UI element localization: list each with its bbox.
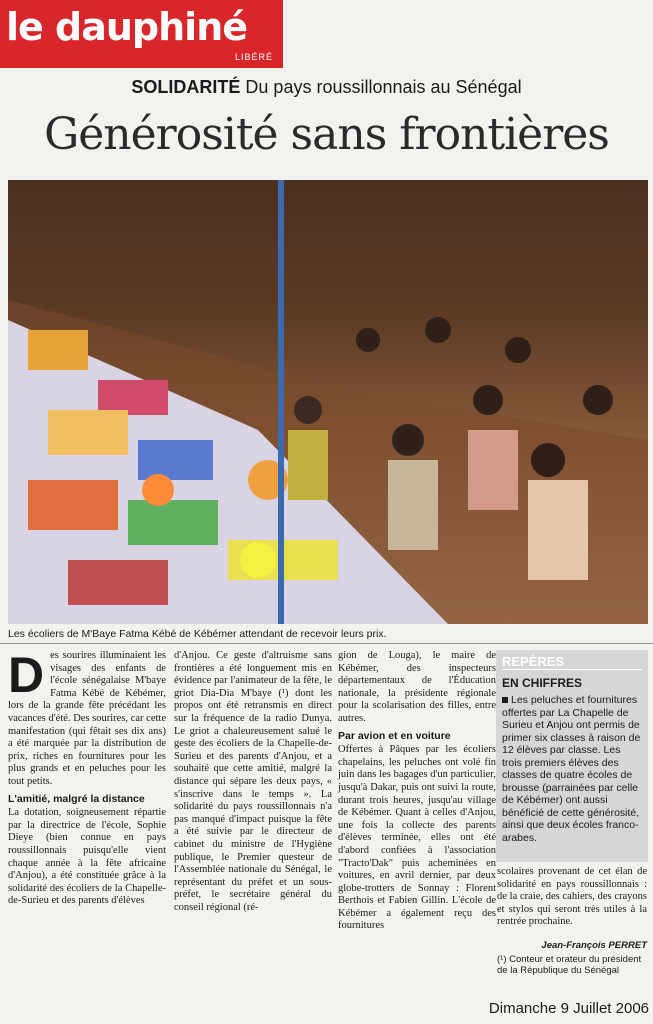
reperes-title: EN CHIFFRES (502, 676, 583, 690)
column-4 (497, 866, 647, 929)
kicker-subtitle: Du pays roussillonnais au Sénégal (245, 77, 522, 97)
subhead-2: Par avion et en voiture (338, 729, 451, 742)
masthead-tag: LIBÉRÉ (234, 52, 273, 62)
reperes-text: Les peluches et fournitures offertes par La Chapelle de Surieu et Anjou ont permis de primer six classes à raison de 12 élèves par classe. Les trois premiers élèves des classes de quatre écoles de brousse (parrainées par celle de Kébémer) ont aussi bénéficié de cette générosité, ainsi que deux écoles franco-arabes. (502, 694, 641, 844)
bullet-square-icon (502, 697, 508, 703)
divider (0, 643, 653, 644)
drop-cap: D (8, 647, 45, 703)
reperes-body (502, 694, 642, 844)
section-label: SOLIDARITÉ (131, 77, 241, 97)
column-1 (8, 647, 166, 908)
masthead-name: le dauphiné (6, 5, 248, 49)
byline: Jean-François PERRET (541, 940, 647, 951)
edition-date: Dimanche 9 Juillet 2006 (488, 1000, 649, 1017)
footnote: (¹) Conteur et orateur du président de la République du Sénégal (497, 954, 642, 976)
masthead-logo (0, 0, 283, 68)
headline: Générosité sans frontières (44, 109, 609, 160)
paragraph-4: gion de Louga), le maire de Kébémer, des inspecteurs départementaux de l'Éducation nationale, la présidente régionale pour la scolarisation des filles, entre autres. (338, 650, 496, 724)
column-2 (174, 650, 332, 914)
article-photo (8, 180, 648, 624)
subhead-1: L'amitié, malgré la distance (8, 792, 145, 805)
column-3 (338, 650, 496, 933)
paragraph-3: d'Anjou. Ce geste d'altruisme sans frontières a été longuement mis en évidence par l'animateur de la fête, le griot Dia-Dia M'baye (¹) dont les propos ont été retransmis en direct sur la fréquence de la radio Dunya. Le griot a chaleureusement salué le geste des écoliers de la Chapelle-de-Surieu et des parents d'Anjou, et a souhaité que cette amitié, malgré la distance qui sépare les deux pays, « s'inscrive dans le temps ». La solidarité du pays roussillonnais n'a pas manqué d'impact puisque la fête a été suivie par le directeur de cabinet du ministre de l'Hygiène publique, le Premier questeur de l'Assemblée nationale du Sénégal, le représentant du préfet et un sous-préfet, le secrétaire général du conseil régional (ré- (174, 650, 332, 913)
paragraph-1: es sourires illuminaient les visages des enfants de l'école sénégalaise M'baye Fatma Kébé de Kébémer, lors de la grande fête précédant les vacances d'été. Des sourires, car cette manifestation (qui fêtait ses dix ans) a été marquée par la distribution de prix, riches en fournitures pour les plus grands et en peluches pour les tout petits. (8, 650, 166, 787)
kicker (0, 76, 653, 98)
reperes-label: REPÈRES (502, 654, 642, 670)
paragraph-6: scolaires provenant de cet élan de solidarité en pays roussillonnais : de la craie, des cahiers, des crayons et stylos qui seront très utiles à la rentrée prochaine. (497, 866, 647, 928)
reperes-box (496, 650, 648, 862)
paragraph-2: La dotation, soigneusement répartie par la directrice de l'école, Sophie Dieye (bien connue en pays roussillonnais puisqu'elle vient chaque année à la fête africaine d'Anjou), a été constituée grâce à la solidarité des écoliers de la Chapelle-de-Surieu et des parents d'élèves (8, 807, 166, 907)
photo-caption: Les écoliers de M'Baye Fatma Kébé de Kébémer attendant de recevoir leurs prix. (8, 628, 387, 640)
paragraph-5: Offertes à Pâques par les écoliers chapelains, les peluches ont volé fin juin dans les bagages d'un particulier, jusqu'à Dakar, puis ont suivi la route, durant trois heures, jusqu'au village de Kébémer. Quant à celles d'Anjou, une fois la collecte des parents d'élèves terminée, elles ont été d'abord confiées à l'association "Tracto'Dak" puis acheminées en voitures, en avril dernier, par deux globe-trotters de Sonnay : Florent Berthois et Fabien Gillin. L'école de Kébémer a également reçu des fournitures (338, 744, 496, 932)
